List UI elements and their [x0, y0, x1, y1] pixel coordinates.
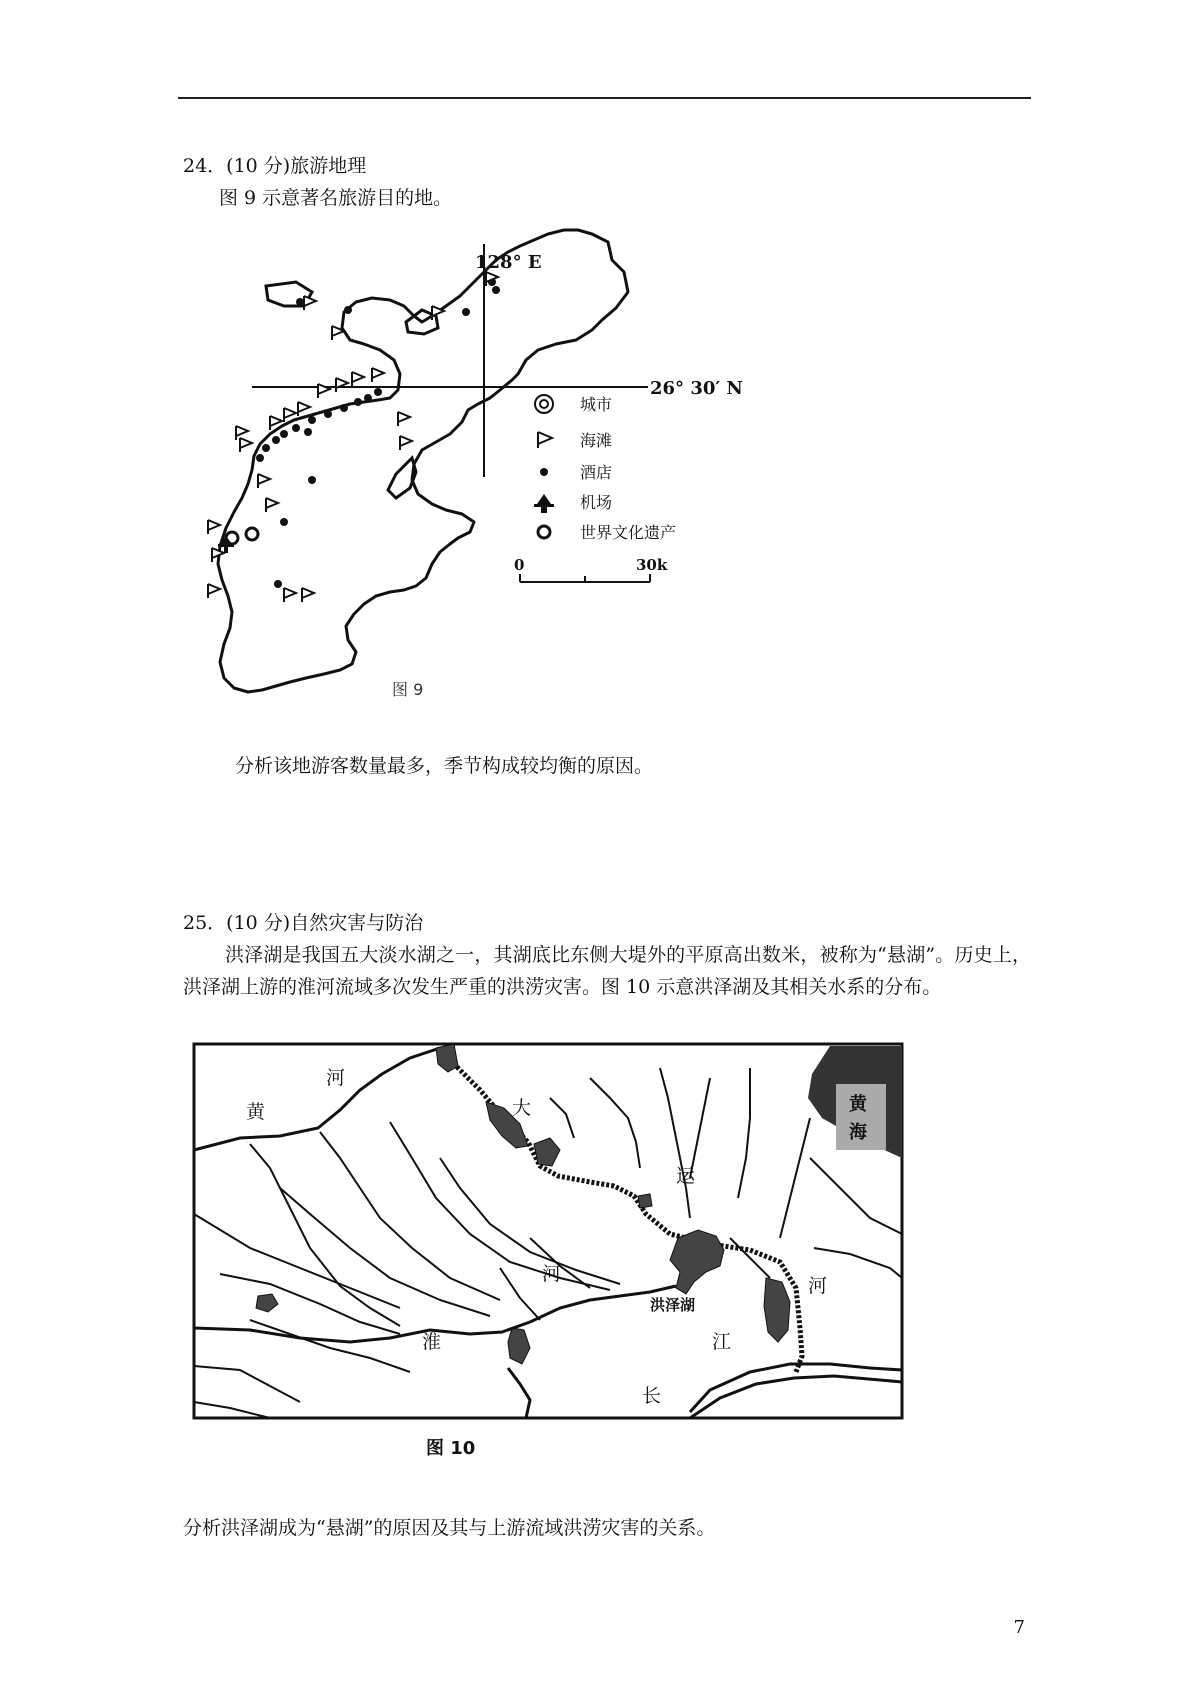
- scale-start: 0: [514, 556, 525, 574]
- page-number: 7: [1013, 1617, 1025, 1638]
- hotel-marker: [280, 518, 288, 526]
- legend-airport: 机场: [580, 493, 613, 512]
- beach-flag: [284, 588, 296, 602]
- hotel-marker: [272, 436, 280, 444]
- figure-9-caption: 图 9: [392, 680, 424, 699]
- figure-9-map: [200, 222, 800, 707]
- label-da: 大: [512, 1097, 532, 1119]
- hotel-marker: [296, 298, 304, 306]
- beach-flag: [398, 412, 410, 426]
- beach-flag: [298, 402, 310, 416]
- legend-city: 城市: [580, 395, 613, 414]
- q24-intro: 图 9 示意著名旅游目的地。: [219, 187, 453, 209]
- hotel-markers: [256, 278, 500, 588]
- label-he-north: 河: [326, 1067, 346, 1089]
- q24-title: 24．(10 分)旅游地理: [183, 155, 367, 177]
- hotel-icon: [540, 468, 548, 476]
- scale-end: 30k: [636, 556, 668, 574]
- yellow-sea-label-2: 海: [849, 1122, 867, 1143]
- beach-flag: [302, 588, 314, 602]
- beach-flag: [208, 584, 220, 598]
- figure-10-map: [190, 1038, 910, 1468]
- beach-icon: [538, 432, 552, 448]
- beach-flag: [258, 474, 270, 488]
- label-jiang: 江: [712, 1331, 732, 1353]
- city-icon: [535, 395, 553, 413]
- heritage-marker: [226, 532, 238, 544]
- lake-small-1: [638, 1194, 652, 1208]
- legend-hotel: 酒店: [580, 463, 613, 482]
- island-outline: [218, 230, 628, 692]
- beach-flag: [208, 520, 220, 534]
- label-yun: 运: [676, 1165, 696, 1187]
- legend-beach: 海滩: [580, 431, 613, 450]
- beach-flag: [352, 372, 364, 386]
- beach-flag: [400, 436, 412, 450]
- longitude-label: 128° E: [475, 252, 542, 273]
- hotel-marker: [340, 404, 348, 412]
- hotel-marker: [374, 388, 382, 396]
- label-huai: 淮: [422, 1331, 442, 1353]
- hotel-marker: [462, 308, 470, 316]
- legend: [534, 395, 676, 542]
- hotel-marker: [324, 410, 332, 418]
- beach-flag: [336, 378, 348, 392]
- hotel-marker: [308, 416, 316, 424]
- hotel-marker: [256, 454, 264, 462]
- hotel-marker: [280, 430, 288, 438]
- hotel-marker: [492, 286, 500, 294]
- hotel-marker: [308, 476, 316, 484]
- airport-legend-icon: [534, 494, 554, 513]
- hotel-marker: [304, 428, 312, 436]
- beach-flag: [240, 438, 252, 452]
- hotel-marker: [262, 444, 270, 452]
- hotel-marker: [354, 398, 362, 406]
- hotel-marker: [344, 306, 352, 314]
- hotel-marker: [274, 580, 282, 588]
- label-chang: 长: [642, 1385, 662, 1407]
- beach-markers: [208, 272, 498, 602]
- latitude-label: 26° 30′ N: [650, 378, 743, 399]
- hotel-marker: [364, 394, 372, 402]
- q25-paragraph: 洪泽湖是我国五大淡水湖之一，其湖底比东侧大堤外的平原高出数米，被称为“悬湖”。历史上，洪泽湖上游的淮河流域多次发生严重的洪涝灾害。图 10 示意洪泽湖及其相关水系的分布。: [183, 944, 1031, 998]
- label-he-east: 河: [808, 1275, 828, 1297]
- beach-flag: [266, 498, 278, 512]
- label-hongze: 洪泽湖: [650, 1296, 696, 1314]
- hotel-marker: [292, 424, 300, 432]
- beach-flag: [372, 368, 384, 382]
- legend-heritage: 世界文化遗产: [580, 523, 677, 542]
- q24-question: 分析该地游客数量最多，季节构成较均衡的原因。: [235, 755, 654, 777]
- heritage-marker: [246, 528, 258, 540]
- beach-flag: [304, 296, 316, 310]
- label-he-middle: 河: [542, 1263, 562, 1285]
- scale-bar: [520, 574, 650, 582]
- heritage-icon: [538, 526, 550, 538]
- label-huang: 黄: [246, 1101, 266, 1123]
- header-rule: [178, 97, 1031, 99]
- yellow-sea-label-1: 黄: [849, 1094, 867, 1115]
- q25-title: 25．(10 分)自然灾害与防治: [183, 912, 424, 934]
- figure-10-caption: 图 10: [426, 1438, 476, 1459]
- map-frame: [194, 1044, 902, 1418]
- q25-question: 分析洪泽湖成为“悬湖”的原因及其与上游流域洪涝灾害的关系。: [183, 1517, 716, 1539]
